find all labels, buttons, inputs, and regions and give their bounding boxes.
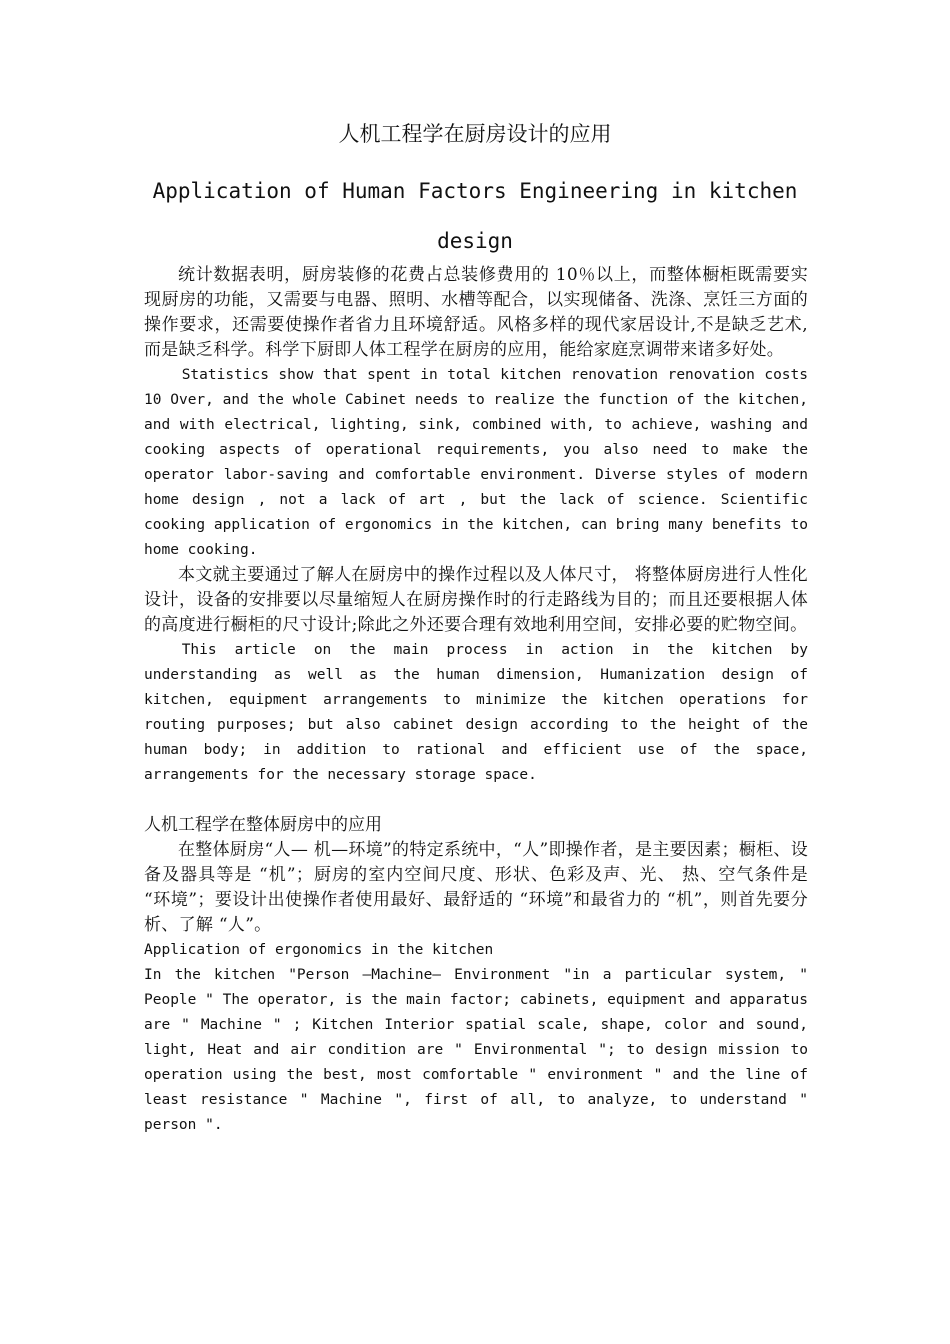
- paragraph-1-chinese: 统计数据表明，厨房装修的花费占总装修费用的 10％以上，而整体橱柜既需要实现厨房的功能，又需要与电器、照明、水槽等配合，以实现储备、洗涤、烹饪三方面的操作要求，还需要使操作者省力且环境舒适。风格多样的现代家居设计,不是缺乏艺术,而是缺乏科学。科学下厨即人体工程学在厨房的应用，能给家庭烹调带来诸多好处。: [144, 265, 808, 360]
- paragraph-2-chinese: 本文就主要通过了解人在厨房中的操作过程以及人体尺寸， 将整体厨房进行人性化设计，设备的安排要以尽量缩短人在厨房操作时的行走路线为目的；而且还要根据人体的高度进行橱柜的尺寸设计;除此之外还要合理有效地利用空间，安排必要的贮物空间。: [144, 565, 808, 635]
- paragraph-1-english: Statistics show that spent in total kitchen renovation renovation costs 10 Over, and the whole Cabinet needs to realize the function of the kitchen, and with electrical, lighting, sink, combined with, to achieve, washing and cooking aspects of operational requirements, you also need to make the operator labor-saving and comfortable environment. Diverse styles of modern home design , not a lack of art , but the lack of science. Scientific cooking application of ergonomics in the kitchen, can bring many benefits to home cooking.: [144, 367, 808, 558]
- section-heading-english: Application of ergonomics in the kitchen: [144, 942, 494, 958]
- title-chinese: 人机工程学在厨房设计的应用: [338, 122, 612, 146]
- section-body-chinese: 在整体厨房“人— 机—环境”的特定系统中，“人”即操作者，是主要因素；橱柜、设备及器具等是 “机”；厨房的室内空间尺度、形状、色彩及声、光、 热、空气条件是 “环境”；要设计出使操作者使用最好、最舒适的 “环境”和最省力的 “机”，则首先要分析、了解 “人”。: [144, 840, 808, 935]
- section-heading-chinese: 人机工程学在整体厨房中的应用: [144, 815, 382, 835]
- section-spacer: [144, 788, 808, 813]
- paragraph-2-english: This article on the main process in action in the kitchen by understanding as well as the human dimension, Humanization design of kitchen, equipment arrangements to minimize the kitchen operations for routing purposes; but also cabinet design according to the height of the human body; in addition to rational and efficient use of the space, arrangements for the necessary storage space.: [144, 642, 808, 783]
- document-body: [144, 263, 808, 1138]
- section-body-english: In the kitchen "Person —Machine— Environment "in a particular system, " People " The operator, is the main factor; cabinets, equipment and apparatus are " Machine " ; Kitchen Interior spatial scale, shape, color and sound, light, Heat and air condition are " Environmental "; to design mission to operation using the best, most comfortable " environment " and the line of least resistance " Machine ", first of all, to analyze, to understand " person ".: [144, 967, 808, 1133]
- title-english: Application of Human Factors Engineering in kitchen design: [152, 179, 798, 253]
